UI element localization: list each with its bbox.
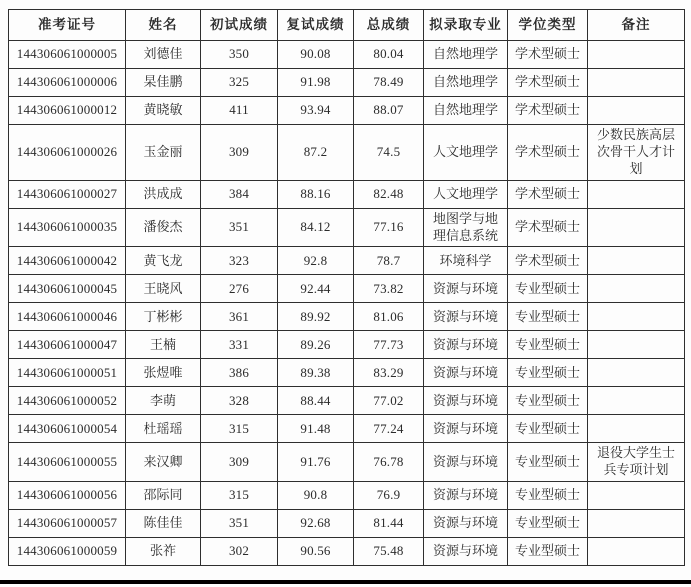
- cell-admission-major: 人文地理学: [424, 180, 508, 208]
- cell-degree-type: 学术型硕士: [508, 97, 588, 125]
- cell-exam-id: 144306061000057: [9, 510, 126, 538]
- cell-remarks: [588, 415, 685, 443]
- cell-degree-type: 专业型硕士: [508, 275, 588, 303]
- table-row: [9, 415, 685, 443]
- cell-exam-id: 144306061000012: [9, 97, 126, 125]
- cell-degree-type: 学术型硕士: [508, 180, 588, 208]
- cell-total-score: 76.9: [354, 482, 424, 510]
- cell-initial-score: 309: [201, 125, 278, 181]
- cell-admission-major: 资源与环境: [424, 359, 508, 387]
- table-row: [9, 208, 685, 247]
- table-row: [9, 275, 685, 303]
- cell-initial-score: 361: [201, 303, 278, 331]
- cell-total-score: 77.73: [354, 331, 424, 359]
- cell-initial-score: 386: [201, 359, 278, 387]
- table-row: [9, 359, 685, 387]
- column-header-total-score: 总成绩: [354, 10, 424, 41]
- cell-degree-type: 专业型硕士: [508, 303, 588, 331]
- cell-name: 丁彬彬: [126, 303, 201, 331]
- cell-initial-score: 315: [201, 415, 278, 443]
- cell-name: 杲佳鹏: [126, 69, 201, 97]
- cell-degree-type: 学术型硕士: [508, 125, 588, 181]
- cell-name: 邵际同: [126, 482, 201, 510]
- cell-total-score: 80.04: [354, 41, 424, 69]
- cell-degree-type: 学术型硕士: [508, 41, 588, 69]
- table-row: [9, 387, 685, 415]
- table-row: [9, 69, 685, 97]
- table-row: [9, 482, 685, 510]
- cell-initial-score: 325: [201, 69, 278, 97]
- header-row: [9, 10, 685, 41]
- cell-remarks: 少数民族高层次骨干人才计划: [588, 125, 685, 181]
- cell-exam-id: 144306061000054: [9, 415, 126, 443]
- column-header-retest-score: 复试成绩: [278, 10, 354, 41]
- cell-total-score: 77.24: [354, 415, 424, 443]
- cell-initial-score: 384: [201, 180, 278, 208]
- cell-retest-score: 92.44: [278, 275, 354, 303]
- cell-retest-score: 90.56: [278, 538, 354, 566]
- cell-total-score: 77.02: [354, 387, 424, 415]
- cell-remarks: [588, 180, 685, 208]
- cell-remarks: [588, 303, 685, 331]
- cell-retest-score: 87.2: [278, 125, 354, 181]
- table-row: [9, 180, 685, 208]
- cell-retest-score: 91.98: [278, 69, 354, 97]
- cell-admission-major: 资源与环境: [424, 415, 508, 443]
- table-row: [9, 331, 685, 359]
- cell-degree-type: 学术型硕士: [508, 247, 588, 275]
- cell-remarks: [588, 538, 685, 566]
- column-header-exam-id: 准考证号: [9, 10, 126, 41]
- cell-name: 刘德佳: [126, 41, 201, 69]
- cell-retest-score: 89.38: [278, 359, 354, 387]
- table-row: [9, 97, 685, 125]
- cell-exam-id: 144306061000006: [9, 69, 126, 97]
- cell-admission-major: 资源与环境: [424, 275, 508, 303]
- cell-retest-score: 90.08: [278, 41, 354, 69]
- cell-retest-score: 88.16: [278, 180, 354, 208]
- cell-retest-score: 88.44: [278, 387, 354, 415]
- table-row: [9, 303, 685, 331]
- table-body: [9, 41, 685, 566]
- cell-exam-id: 144306061000046: [9, 303, 126, 331]
- cell-remarks: [588, 482, 685, 510]
- cell-remarks: [588, 97, 685, 125]
- cell-initial-score: 328: [201, 387, 278, 415]
- cell-remarks: [588, 208, 685, 247]
- cell-exam-id: 144306061000047: [9, 331, 126, 359]
- cell-initial-score: 351: [201, 208, 278, 247]
- cell-retest-score: 89.92: [278, 303, 354, 331]
- cell-retest-score: 90.8: [278, 482, 354, 510]
- cell-admission-major: 资源与环境: [424, 510, 508, 538]
- cell-retest-score: 93.94: [278, 97, 354, 125]
- column-header-degree-type: 学位类型: [508, 10, 588, 41]
- cell-name: 来汉卿: [126, 443, 201, 482]
- cell-admission-major: 地图学与地理信息系统: [424, 208, 508, 247]
- bottom-rule-divider: [0, 580, 691, 584]
- cell-name: 洪成成: [126, 180, 201, 208]
- admission-results-table: [8, 9, 685, 566]
- column-header-remarks: 备注: [588, 10, 685, 41]
- cell-admission-major: 资源与环境: [424, 482, 508, 510]
- cell-exam-id: 144306061000026: [9, 125, 126, 181]
- cell-remarks: [588, 387, 685, 415]
- cell-exam-id: 144306061000042: [9, 247, 126, 275]
- cell-total-score: 88.07: [354, 97, 424, 125]
- cell-total-score: 74.5: [354, 125, 424, 181]
- cell-degree-type: 专业型硕士: [508, 538, 588, 566]
- cell-exam-id: 144306061000035: [9, 208, 126, 247]
- cell-initial-score: 351: [201, 510, 278, 538]
- cell-degree-type: 学术型硕士: [508, 208, 588, 247]
- cell-remarks: [588, 275, 685, 303]
- cell-initial-score: 331: [201, 331, 278, 359]
- cell-degree-type: 专业型硕士: [508, 387, 588, 415]
- cell-name: 杜瑶瑶: [126, 415, 201, 443]
- cell-exam-id: 144306061000052: [9, 387, 126, 415]
- column-header-name: 姓名: [126, 10, 201, 41]
- cell-degree-type: 学术型硕士: [508, 69, 588, 97]
- cell-retest-score: 92.68: [278, 510, 354, 538]
- cell-admission-major: 人文地理学: [424, 125, 508, 181]
- cell-remarks: [588, 331, 685, 359]
- cell-retest-score: 91.76: [278, 443, 354, 482]
- table-row: [9, 125, 685, 181]
- cell-initial-score: 276: [201, 275, 278, 303]
- table-row: [9, 510, 685, 538]
- table-row: [9, 41, 685, 69]
- cell-remarks: [588, 41, 685, 69]
- cell-exam-id: 144306061000056: [9, 482, 126, 510]
- cell-name: 潘俊杰: [126, 208, 201, 247]
- cell-total-score: 73.82: [354, 275, 424, 303]
- cell-degree-type: 专业型硕士: [508, 359, 588, 387]
- cell-name: 张煜唯: [126, 359, 201, 387]
- cell-admission-major: 环境科学: [424, 247, 508, 275]
- cell-total-score: 82.48: [354, 180, 424, 208]
- cell-name: 黄晓敏: [126, 97, 201, 125]
- cell-total-score: 75.48: [354, 538, 424, 566]
- cell-name: 王楠: [126, 331, 201, 359]
- cell-retest-score: 84.12: [278, 208, 354, 247]
- cell-exam-id: 144306061000055: [9, 443, 126, 482]
- cell-initial-score: 350: [201, 41, 278, 69]
- cell-exam-id: 144306061000059: [9, 538, 126, 566]
- table-row: [9, 247, 685, 275]
- cell-remarks: 退役大学生士兵专项计划: [588, 443, 685, 482]
- cell-admission-major: 资源与环境: [424, 387, 508, 415]
- cell-retest-score: 92.8: [278, 247, 354, 275]
- cell-total-score: 81.44: [354, 510, 424, 538]
- column-header-initial-score: 初试成绩: [201, 10, 278, 41]
- cell-initial-score: 309: [201, 443, 278, 482]
- cell-exam-id: 144306061000045: [9, 275, 126, 303]
- cell-total-score: 81.06: [354, 303, 424, 331]
- cell-initial-score: 315: [201, 482, 278, 510]
- cell-remarks: [588, 69, 685, 97]
- column-header-admission-major: 拟录取专业: [424, 10, 508, 41]
- cell-admission-major: 自然地理学: [424, 69, 508, 97]
- cell-admission-major: 资源与环境: [424, 538, 508, 566]
- cell-remarks: [588, 510, 685, 538]
- cell-remarks: [588, 247, 685, 275]
- cell-total-score: 78.49: [354, 69, 424, 97]
- table-row: [9, 443, 685, 482]
- cell-total-score: 76.78: [354, 443, 424, 482]
- cell-exam-id: 144306061000051: [9, 359, 126, 387]
- cell-remarks: [588, 359, 685, 387]
- cell-total-score: 83.29: [354, 359, 424, 387]
- cell-admission-major: 自然地理学: [424, 41, 508, 69]
- cell-name: 陈佳佳: [126, 510, 201, 538]
- cell-initial-score: 302: [201, 538, 278, 566]
- cell-total-score: 77.16: [354, 208, 424, 247]
- cell-admission-major: 自然地理学: [424, 97, 508, 125]
- cell-name: 玉金丽: [126, 125, 201, 181]
- cell-name: 黄飞龙: [126, 247, 201, 275]
- cell-admission-major: 资源与环境: [424, 331, 508, 359]
- cell-degree-type: 专业型硕士: [508, 331, 588, 359]
- cell-initial-score: 411: [201, 97, 278, 125]
- cell-total-score: 78.7: [354, 247, 424, 275]
- cell-admission-major: 资源与环境: [424, 303, 508, 331]
- cell-retest-score: 91.48: [278, 415, 354, 443]
- cell-degree-type: 专业型硕士: [508, 482, 588, 510]
- table-row: [9, 538, 685, 566]
- cell-name: 李萌: [126, 387, 201, 415]
- cell-retest-score: 89.26: [278, 331, 354, 359]
- cell-admission-major: 资源与环境: [424, 443, 508, 482]
- cell-degree-type: 专业型硕士: [508, 510, 588, 538]
- cell-initial-score: 323: [201, 247, 278, 275]
- cell-name: 王晓风: [126, 275, 201, 303]
- cell-exam-id: 144306061000027: [9, 180, 126, 208]
- cell-degree-type: 专业型硕士: [508, 415, 588, 443]
- cell-degree-type: 专业型硕士: [508, 443, 588, 482]
- cell-exam-id: 144306061000005: [9, 41, 126, 69]
- cell-name: 张祚: [126, 538, 201, 566]
